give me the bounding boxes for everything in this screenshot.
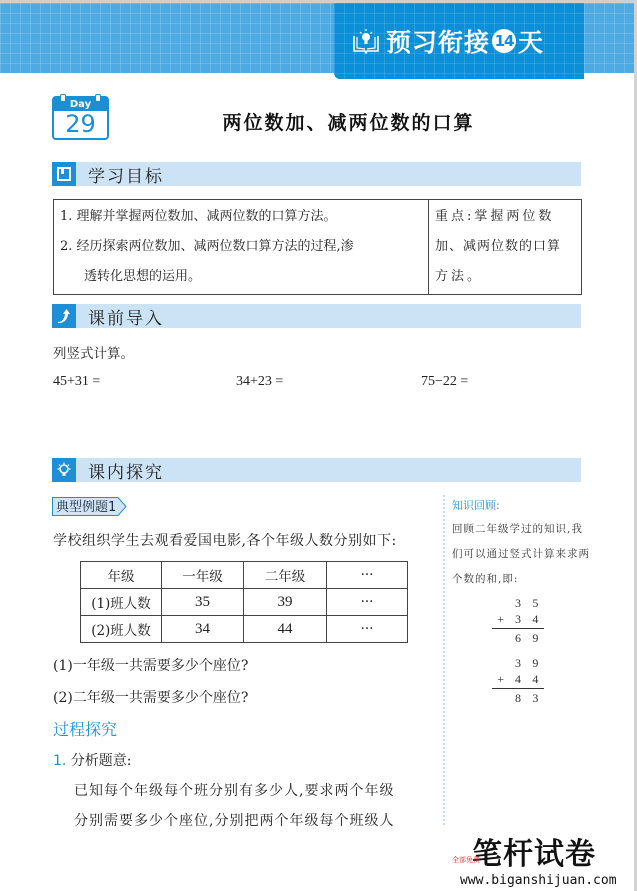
digit: 3 xyxy=(532,691,539,705)
section-title: 课前导入 xyxy=(88,308,164,329)
table-cell: (1)班人数 xyxy=(81,589,162,616)
tag-arrow-icon xyxy=(118,497,127,516)
sub-question: (2)二年级一共需要多少个座位? xyxy=(53,690,249,706)
calendar-ring-icon xyxy=(60,94,66,102)
watermark-title: 笔杆试卷 xyxy=(472,837,596,872)
digit: 8 xyxy=(514,691,521,705)
sidebar-title: 知识回顾: xyxy=(452,499,500,512)
digit: 4 xyxy=(532,672,539,686)
class-size-table xyxy=(80,561,408,643)
key-point-line: 加、减两位数的口算 xyxy=(435,239,562,254)
step-text: 分别需要多少个座位,分别把两个年级每个班级人 xyxy=(74,813,395,829)
goal-item: 2. 经历探索两位数加、减两位数口算方法的过程,渗 xyxy=(60,239,354,254)
step-heading xyxy=(53,750,132,770)
example-tag xyxy=(52,497,127,516)
table-row xyxy=(81,589,408,616)
step-title: 分析题意: xyxy=(70,753,132,769)
header-banner-left xyxy=(0,3,334,73)
watermark-free-label: 全部免费 xyxy=(452,856,480,864)
table-cell: ··· xyxy=(327,589,408,616)
goals-cell xyxy=(54,200,429,295)
sidebar-text: 个数的和,即: xyxy=(452,573,519,585)
table-header-cell: 一年级 xyxy=(162,562,244,589)
table-cell: 35 xyxy=(162,589,244,616)
operator: + xyxy=(497,672,505,686)
section-title: 学习目标 xyxy=(88,166,164,187)
banner-title xyxy=(386,23,544,59)
digit: 6 xyxy=(514,631,521,645)
digit: 9 xyxy=(532,631,539,645)
lesson-title: 两位数加、减两位数的口算 xyxy=(222,112,475,134)
table-header-row xyxy=(81,562,408,589)
equation: 34+23 = xyxy=(236,374,284,389)
sidebar-text: 回顾二年级学过的知识,我 xyxy=(452,523,583,535)
table-cell: 39 xyxy=(244,589,327,616)
sidebar-text: 们可以通过竖式计算来求两 xyxy=(452,548,590,560)
banner-suffix: 天 xyxy=(518,28,545,57)
digit: 3 xyxy=(514,612,521,626)
example-label: 典型例题1 xyxy=(52,497,118,516)
table-cell: 44 xyxy=(244,616,327,643)
intro-instruction: 列竖式计算。 xyxy=(53,346,134,362)
table-header-cell: 二年级 xyxy=(244,562,327,589)
day-number: 29 xyxy=(65,110,96,138)
goal-item: 透转化思想的运用。 xyxy=(84,269,202,284)
bookmark-icon xyxy=(52,162,76,186)
book-lightbulb-icon xyxy=(352,28,380,54)
calendar-ring-icon xyxy=(95,94,101,102)
day-label: Day xyxy=(54,98,107,111)
equation: 45+31 = xyxy=(53,374,101,389)
vertical-calculation-1 xyxy=(492,595,544,646)
digit: 9 xyxy=(532,656,539,670)
key-points-cell xyxy=(429,200,582,295)
arrow-up-icon xyxy=(52,304,76,328)
key-point-line: 方法。 xyxy=(435,269,484,284)
step-text: 已知每个年级每个班分别有多少人,要求两个年级 xyxy=(74,783,395,799)
digit: 3 xyxy=(514,596,521,610)
sub-question: (1)一年级一共需要多少个座位? xyxy=(53,658,249,674)
table-cell: 34 xyxy=(162,616,244,643)
digit: 4 xyxy=(514,672,521,686)
learning-goals-table xyxy=(53,199,582,295)
key-point-line: 重点:掌握两位数 xyxy=(435,209,555,224)
sidebar-divider xyxy=(443,495,445,825)
operator: + xyxy=(497,612,505,626)
section-header-intro xyxy=(52,304,581,328)
banner-text: 预习衔接 xyxy=(386,28,491,57)
sum-line xyxy=(492,628,544,629)
sum-line xyxy=(492,688,544,689)
banner-number-badge: 14 xyxy=(492,29,516,53)
table-header-cell: ··· xyxy=(327,562,408,589)
example-question: 学校组织学生去观看爱国电影,各个年级人数分别如下: xyxy=(53,533,397,549)
process-title: 过程探究 xyxy=(53,720,118,739)
header-banner xyxy=(334,3,584,79)
watermark-url: www.biganshijuan.com xyxy=(460,873,617,888)
watermark-logo xyxy=(452,829,617,888)
header-banner-right xyxy=(584,3,634,73)
vertical-calculation-2 xyxy=(492,655,544,706)
goal-item: 1. 理解并掌握两位数加、减两位数的口算方法。 xyxy=(60,209,337,224)
lightbulb-icon xyxy=(52,458,76,482)
step-number: 1. xyxy=(53,753,67,769)
equation: 75−22 = xyxy=(421,374,469,389)
section-header-goals xyxy=(52,162,581,186)
digit: 4 xyxy=(532,612,539,626)
digit: 5 xyxy=(532,596,539,610)
section-title: 课内探究 xyxy=(88,462,164,483)
table-cell: ··· xyxy=(327,616,408,643)
table-row xyxy=(81,616,408,643)
digit: 3 xyxy=(514,656,521,670)
table-header-cell: 年级 xyxy=(81,562,162,589)
section-header-explore xyxy=(52,458,581,482)
table-cell: (2)班人数 xyxy=(81,616,162,643)
